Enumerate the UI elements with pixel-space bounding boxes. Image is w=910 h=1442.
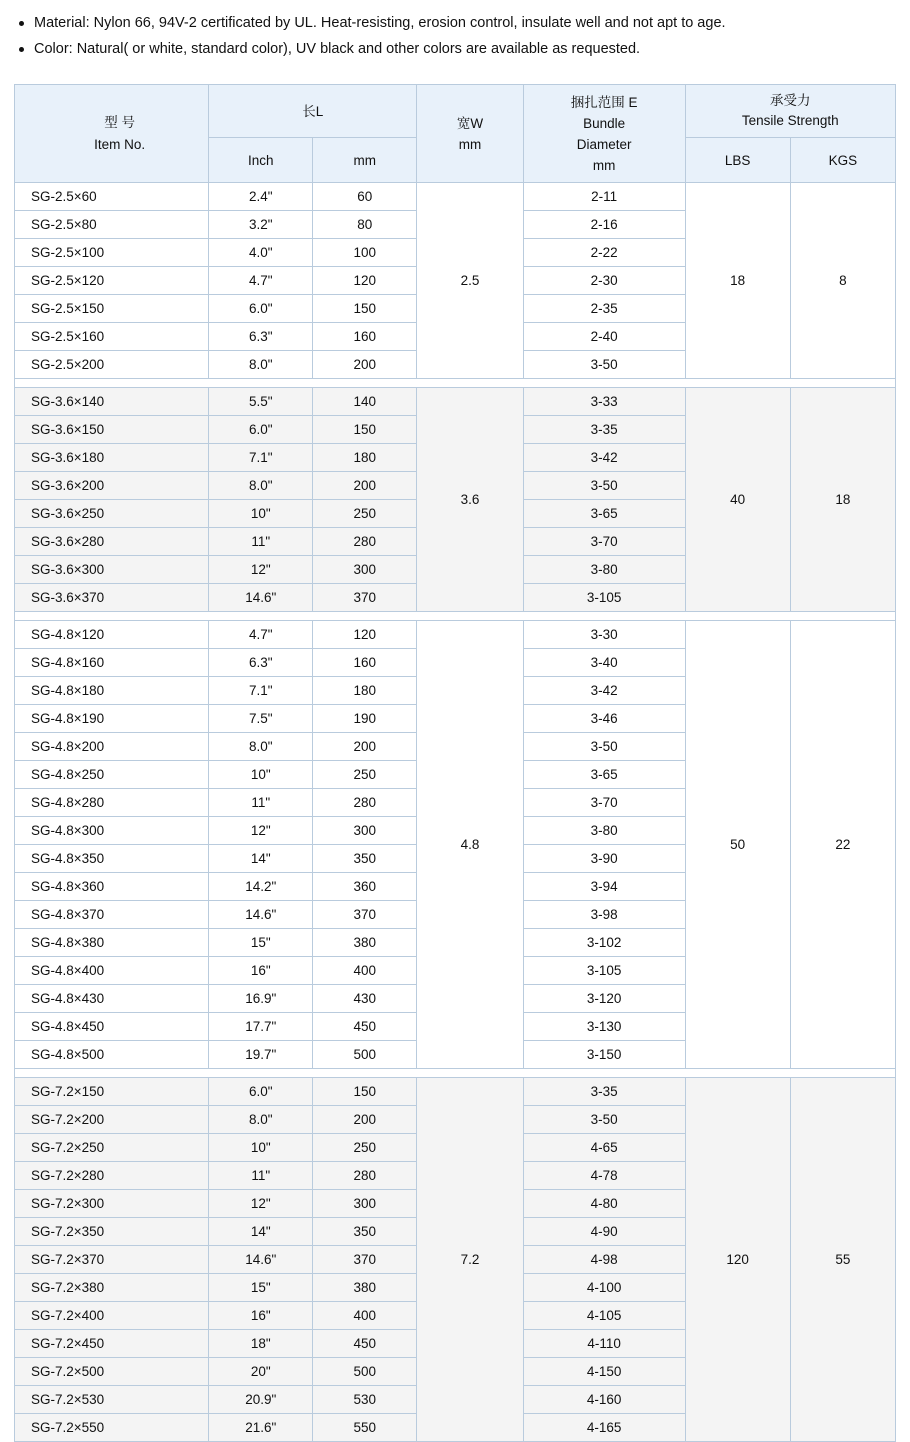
cell-bundle-diameter: 4-80 [523,1190,685,1218]
cell-length-inch: 7.5" [209,705,313,733]
cell-item-no: SG-7.2×550 [15,1414,209,1442]
table-row [15,388,896,416]
cell-kgs: 55 [790,1078,895,1442]
cell-lbs: 50 [685,621,790,1069]
cell-bundle-diameter: 3-105 [523,584,685,612]
cell-length-inch: 10" [209,1134,313,1162]
table-row [15,1078,896,1106]
cell-length-mm: 360 [313,873,417,901]
cell-length-inch: 19.7" [209,1041,313,1069]
cell-item-no: SG-4.8×350 [15,845,209,873]
header-lbs: LBS [685,138,790,183]
cell-item-no: SG-7.2×150 [15,1078,209,1106]
cell-length-mm: 300 [313,817,417,845]
cell-length-mm: 370 [313,1246,417,1274]
cell-length-mm: 160 [313,649,417,677]
cell-bundle-diameter: 3-50 [523,1106,685,1134]
cell-length-inch: 14" [209,1218,313,1246]
cell-item-no: SG-7.2×300 [15,1190,209,1218]
cell-length-inch: 18" [209,1330,313,1358]
cell-length-inch: 20.9" [209,1386,313,1414]
cell-length-mm: 250 [313,761,417,789]
cell-length-mm: 250 [313,1134,417,1162]
cell-length-mm: 300 [313,1190,417,1218]
cell-bundle-diameter: 3-90 [523,845,685,873]
cell-length-inch: 20" [209,1358,313,1386]
cell-length-inch: 14" [209,845,313,873]
cell-bundle-diameter: 2-22 [523,239,685,267]
cell-bundle-diameter: 3-46 [523,705,685,733]
table-row [15,621,896,649]
cell-item-no: SG-4.8×450 [15,1013,209,1041]
cell-item-no: SG-4.8×190 [15,705,209,733]
cell-length-mm: 280 [313,528,417,556]
cell-item-no: SG-3.6×150 [15,416,209,444]
cell-bundle-diameter: 2-35 [523,295,685,323]
header-item-no-cn: 型 号 [104,114,135,130]
group-separator-cell [15,1069,896,1078]
cell-length-inch: 15" [209,929,313,957]
cell-length-mm: 200 [313,1106,417,1134]
cell-item-no: SG-4.8×430 [15,985,209,1013]
cell-length-inch: 16.9" [209,985,313,1013]
group-separator-cell [15,612,896,621]
cell-item-no: SG-4.8×360 [15,873,209,901]
cell-kgs: 22 [790,621,895,1069]
header-bundle-diameter [523,85,685,183]
cell-bundle-diameter: 3-150 [523,1041,685,1069]
cell-length-mm: 550 [313,1414,417,1442]
cell-length-inch: 4.7" [209,621,313,649]
cell-length-mm: 120 [313,621,417,649]
header-length: 长L [209,85,417,138]
cell-length-inch: 12" [209,1190,313,1218]
cell-item-no: SG-7.2×450 [15,1330,209,1358]
cell-bundle-diameter: 4-90 [523,1218,685,1246]
cell-length-mm: 400 [313,1302,417,1330]
cell-length-mm: 140 [313,388,417,416]
cell-item-no: SG-4.8×400 [15,957,209,985]
cell-item-no: SG-7.2×380 [15,1274,209,1302]
cell-length-inch: 4.0" [209,239,313,267]
cell-item-no: SG-7.2×250 [15,1134,209,1162]
cell-item-no: SG-4.8×380 [15,929,209,957]
cell-length-inch: 6.0" [209,1078,313,1106]
cell-item-no: SG-3.6×280 [15,528,209,556]
cell-kgs: 8 [790,183,895,379]
cell-length-inch: 16" [209,1302,313,1330]
cell-item-no: SG-4.8×160 [15,649,209,677]
cell-length-inch: 8.0" [209,733,313,761]
cell-bundle-diameter: 3-98 [523,901,685,929]
group-separator-cell [15,379,896,388]
cell-item-no: SG-4.8×500 [15,1041,209,1069]
cell-item-no: SG-4.8×300 [15,817,209,845]
header-force-en: Tensile Strength [741,113,839,128]
cell-length-mm: 200 [313,472,417,500]
cell-length-mm: 370 [313,901,417,929]
note-color: Color: Natural( or white, standard color), UV black and other colors are available as requested. [0,36,910,62]
cell-item-no: SG-2.5×200 [15,351,209,379]
cell-lbs: 18 [685,183,790,379]
cell-item-no: SG-2.5×160 [15,323,209,351]
cell-length-inch: 10" [209,761,313,789]
cell-length-inch: 7.1" [209,444,313,472]
cell-bundle-diameter: 4-78 [523,1162,685,1190]
header-tensile-strength [685,85,895,138]
cell-length-inch: 14.6" [209,584,313,612]
cell-bundle-diameter: 3-50 [523,472,685,500]
header-item-no-en: Item No. [94,136,146,152]
cell-item-no: SG-2.5×100 [15,239,209,267]
cell-item-no: SG-4.8×280 [15,789,209,817]
spec-table [14,84,896,1442]
cell-bundle-diameter: 3-65 [523,761,685,789]
cell-bundle-diameter: 3-42 [523,444,685,472]
cell-length-mm: 500 [313,1041,417,1069]
cell-item-no: SG-3.6×300 [15,556,209,584]
header-width-cn: 宽W [456,115,484,131]
cell-length-inch: 12" [209,556,313,584]
table-body [15,183,896,1442]
cell-kgs: 18 [790,388,895,612]
header-bundle-en: Bundle [583,115,626,131]
cell-item-no: SG-4.8×180 [15,677,209,705]
cell-length-mm: 400 [313,957,417,985]
header-bundle-en2: Diameter [576,136,632,152]
cell-bundle-diameter: 3-70 [523,528,685,556]
cell-item-no: SG-4.8×370 [15,901,209,929]
cell-length-mm: 180 [313,677,417,705]
cell-length-mm: 100 [313,239,417,267]
cell-length-inch: 11" [209,528,313,556]
cell-bundle-diameter: 3-33 [523,388,685,416]
cell-item-no: SG-4.8×120 [15,621,209,649]
cell-length-inch: 17.7" [209,1013,313,1041]
cell-item-no: SG-7.2×280 [15,1162,209,1190]
cell-length-mm: 160 [313,323,417,351]
cell-bundle-diameter: 2-16 [523,211,685,239]
cell-length-inch: 14.2" [209,873,313,901]
cell-length-inch: 11" [209,1162,313,1190]
cell-length-mm: 300 [313,556,417,584]
cell-item-no: SG-3.6×250 [15,500,209,528]
cell-length-mm: 190 [313,705,417,733]
cell-item-no: SG-3.6×370 [15,584,209,612]
cell-length-inch: 14.6" [209,901,313,929]
cell-length-inch: 8.0" [209,472,313,500]
spec-table-container [14,84,896,1442]
cell-bundle-diameter: 4-165 [523,1414,685,1442]
cell-bundle-diameter: 2-11 [523,183,685,211]
cell-length-mm: 150 [313,295,417,323]
cell-length-mm: 150 [313,1078,417,1106]
header-force-cn: 承受力 [770,93,811,108]
cell-bundle-diameter: 4-150 [523,1358,685,1386]
cell-length-mm: 530 [313,1386,417,1414]
cell-length-inch: 14.6" [209,1246,313,1274]
cell-length-mm: 280 [313,1162,417,1190]
cell-length-mm: 430 [313,985,417,1013]
cell-bundle-diameter: 3-120 [523,985,685,1013]
cell-bundle-diameter: 3-130 [523,1013,685,1041]
cell-length-mm: 250 [313,500,417,528]
cell-bundle-diameter: 3-50 [523,351,685,379]
cell-item-no: SG-2.5×150 [15,295,209,323]
cell-width: 7.2 [417,1078,523,1442]
table-row [15,183,896,211]
cell-length-mm: 180 [313,444,417,472]
cell-bundle-diameter: 3-80 [523,556,685,584]
header-length-inch: Inch [209,138,313,183]
cell-bundle-diameter: 3-35 [523,416,685,444]
cell-length-mm: 450 [313,1330,417,1358]
cell-length-inch: 3.2" [209,211,313,239]
cell-length-inch: 2.4" [209,183,313,211]
cell-item-no: SG-7.2×400 [15,1302,209,1330]
cell-bundle-diameter: 3-105 [523,957,685,985]
header-bundle-cn: 捆扎范围 E [570,94,638,110]
header-length-mm: mm [313,138,417,183]
cell-bundle-diameter: 3-102 [523,929,685,957]
cell-item-no: SG-2.5×120 [15,267,209,295]
cell-bundle-diameter: 2-30 [523,267,685,295]
cell-bundle-diameter: 2-40 [523,323,685,351]
cell-length-mm: 60 [313,183,417,211]
cell-lbs: 40 [685,388,790,612]
cell-length-inch: 6.3" [209,649,313,677]
cell-length-mm: 450 [313,1013,417,1041]
cell-length-inch: 4.7" [209,267,313,295]
cell-length-inch: 21.6" [209,1414,313,1442]
cell-width: 2.5 [417,183,523,379]
cell-bundle-diameter: 4-110 [523,1330,685,1358]
cell-item-no: SG-2.5×80 [15,211,209,239]
note-material: Material: Nylon 66, 94V-2 certificated by UL. Heat-resisting, erosion control, insulate well and not apt to age. [0,10,910,36]
cell-bundle-diameter: 3-42 [523,677,685,705]
group-separator [15,1069,896,1078]
header-kgs: KGS [790,138,895,183]
cell-length-mm: 380 [313,1274,417,1302]
cell-bundle-diameter: 4-65 [523,1134,685,1162]
cell-item-no: SG-7.2×370 [15,1246,209,1274]
cell-bundle-diameter: 3-50 [523,733,685,761]
cell-length-mm: 370 [313,584,417,612]
header-width [417,85,523,183]
cell-length-inch: 6.0" [209,295,313,323]
cell-item-no: SG-7.2×530 [15,1386,209,1414]
cell-length-inch: 7.1" [209,677,313,705]
cell-bundle-diameter: 3-40 [523,649,685,677]
cell-bundle-diameter: 3-30 [523,621,685,649]
group-separator [15,612,896,621]
cell-length-inch: 8.0" [209,1106,313,1134]
cell-length-inch: 12" [209,817,313,845]
notes-list [0,0,910,62]
cell-length-mm: 380 [313,929,417,957]
cell-bundle-diameter: 4-100 [523,1274,685,1302]
cell-length-mm: 500 [313,1358,417,1386]
cell-bundle-diameter: 4-98 [523,1246,685,1274]
header-bundle-unit: mm [592,157,616,173]
cell-bundle-diameter: 4-160 [523,1386,685,1414]
cell-length-mm: 120 [313,267,417,295]
cell-lbs: 120 [685,1078,790,1442]
cell-length-mm: 200 [313,351,417,379]
cell-length-inch: 6.0" [209,416,313,444]
cell-width: 3.6 [417,388,523,612]
cell-width: 4.8 [417,621,523,1069]
cell-length-mm: 200 [313,733,417,761]
cell-length-inch: 8.0" [209,351,313,379]
cell-item-no: SG-3.6×140 [15,388,209,416]
cell-item-no: SG-2.5×60 [15,183,209,211]
cell-item-no: SG-3.6×180 [15,444,209,472]
cell-length-inch: 5.5" [209,388,313,416]
cell-item-no: SG-4.8×200 [15,733,209,761]
group-separator [15,379,896,388]
cell-length-inch: 16" [209,957,313,985]
cell-length-mm: 350 [313,845,417,873]
cell-bundle-diameter: 3-65 [523,500,685,528]
cell-bundle-diameter: 3-80 [523,817,685,845]
cell-item-no: SG-4.8×250 [15,761,209,789]
cell-bundle-diameter: 3-35 [523,1078,685,1106]
header-width-unit: mm [458,136,482,152]
cell-item-no: SG-3.6×200 [15,472,209,500]
cell-length-inch: 6.3" [209,323,313,351]
cell-length-inch: 15" [209,1274,313,1302]
cell-length-mm: 80 [313,211,417,239]
cell-item-no: SG-7.2×500 [15,1358,209,1386]
cell-length-mm: 280 [313,789,417,817]
header-item-no [15,85,209,183]
cell-item-no: SG-7.2×200 [15,1106,209,1134]
cell-bundle-diameter: 3-70 [523,789,685,817]
cell-bundle-diameter: 4-105 [523,1302,685,1330]
cell-length-inch: 10" [209,500,313,528]
cell-bundle-diameter: 3-94 [523,873,685,901]
cell-item-no: SG-7.2×350 [15,1218,209,1246]
cell-length-mm: 150 [313,416,417,444]
cell-length-inch: 11" [209,789,313,817]
table-head [15,85,896,183]
cell-length-mm: 350 [313,1218,417,1246]
